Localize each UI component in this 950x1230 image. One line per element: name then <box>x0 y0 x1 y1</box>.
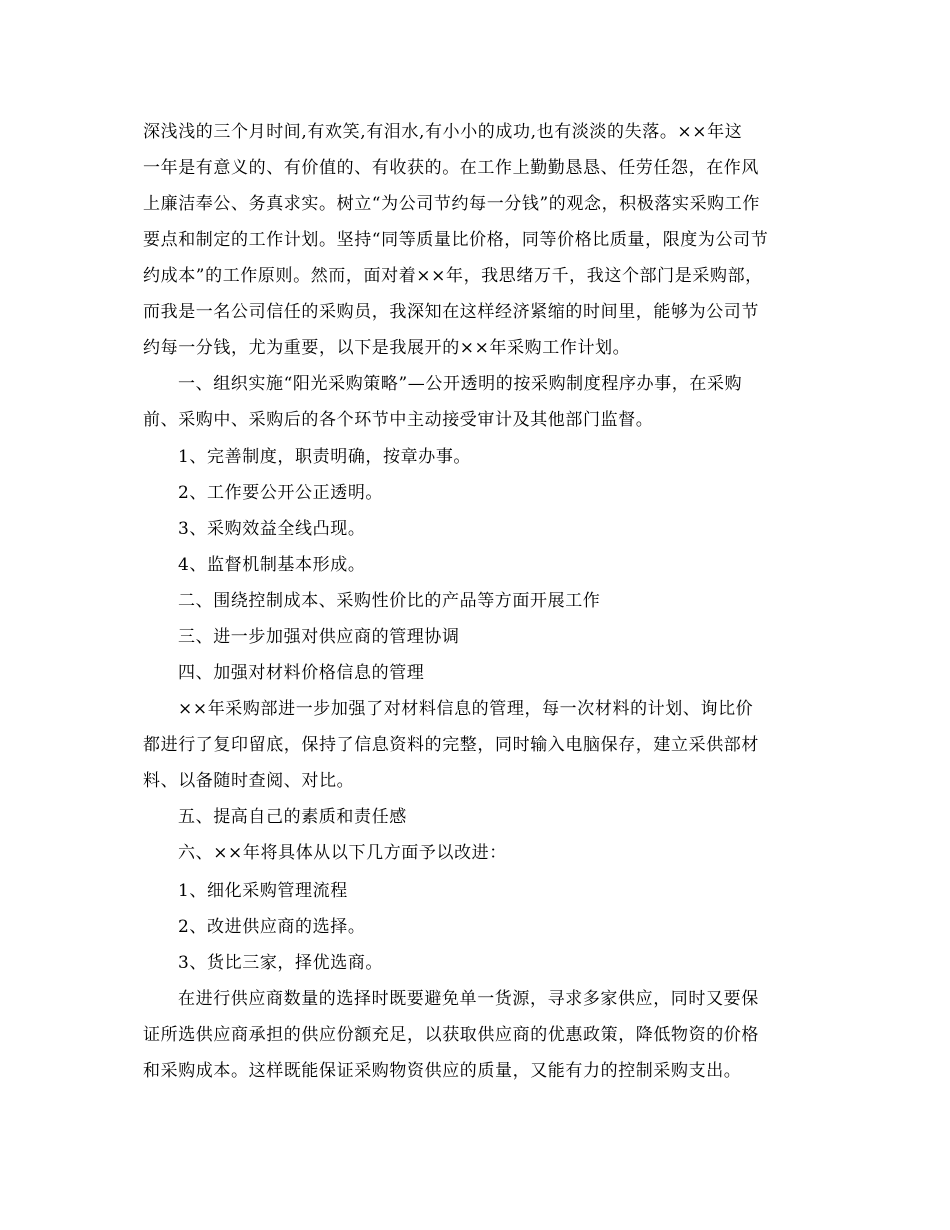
list-item: 4、监督机制基本形成。 <box>178 555 366 575</box>
text-line: 上廉洁奉公、务真求实。树立“为公司节约每一分钱”的观念，积极落实采购工作 <box>143 194 760 214</box>
text-line: 在进行供应商数量的选择时既要避免单一货源，寻求多家供应，同时又要保 <box>178 989 759 1009</box>
list-item: 1、完善制度，职责明确，按章办事。 <box>178 447 472 467</box>
list-item: 2、工作要公开公正透明。 <box>178 483 384 503</box>
text-line: 证所选供应商承担的供应份额充足，以获取供应商的优惠政策，降低物资的价格 <box>143 1025 759 1045</box>
section-heading: 六、××年将具体从以下几方面予以改进： <box>178 843 507 863</box>
section-heading: 一、组织实施“阳光采购策略”—公开透明的按采购制度程序办事，在采购 <box>178 374 743 394</box>
text-line: 一年是有意义的、有价值的、有收获的。在工作上勤勤恳恳、任劳任怨，在作风 <box>143 158 759 178</box>
list-item: 2、改进供应商的选择。 <box>178 917 366 937</box>
text-line: 约成本”的工作原则。然而，面对着××年，我思绪万千，我这个部门是采购部， <box>143 266 763 286</box>
list-item: 1、细化采购管理流程 <box>178 881 348 901</box>
text-line: ××年采购部进一步加强了对材料信息的管理，每一次材料的计划、询比价 <box>178 699 754 719</box>
text-line: 约每一分钱，尤为重要，以下是我展开的××年采购工作计划。 <box>143 338 631 358</box>
text-line: 都进行了复印留底，保持了信息资料的完整，同时输入电脑保存，建立采供部材 <box>143 735 759 755</box>
section-heading: 四、加强对材料价格信息的管理 <box>178 663 425 683</box>
list-item: 3、货比三家，择优选商。 <box>178 953 384 973</box>
text-line: 要点和制定的工作计划。坚持“同等质量比价格，同等价格比质量，限度为公司节 <box>143 230 769 250</box>
section-heading: 三、进一步加强对供应商的管理协调 <box>178 627 460 647</box>
text-line: 料、以备随时查阅、对比。 <box>143 771 355 791</box>
text-line: 前、采购中、采购后的各个环节中主动接受审计及其他部门监督。 <box>143 410 654 430</box>
section-heading: 二、围绕控制成本、采购性价比的产品等方面开展工作 <box>178 591 601 611</box>
text-line: 和采购成本。这样既能保证采购物资供应的质量，又能有力的控制采购支出。 <box>143 1061 742 1081</box>
text-line: 而我是一名公司信任的采购员，我深知在这样经济紧缩的时间里，能够为公司节 <box>143 302 759 322</box>
text-line: 深浅浅的三个月时间,有欢笑,有泪水,有小小的成功,也有淡淡的失落。××年这 <box>143 122 743 142</box>
section-heading: 五、提高自己的素质和责任感 <box>178 807 407 827</box>
list-item: 3、采购效益全线凸现。 <box>178 519 366 539</box>
